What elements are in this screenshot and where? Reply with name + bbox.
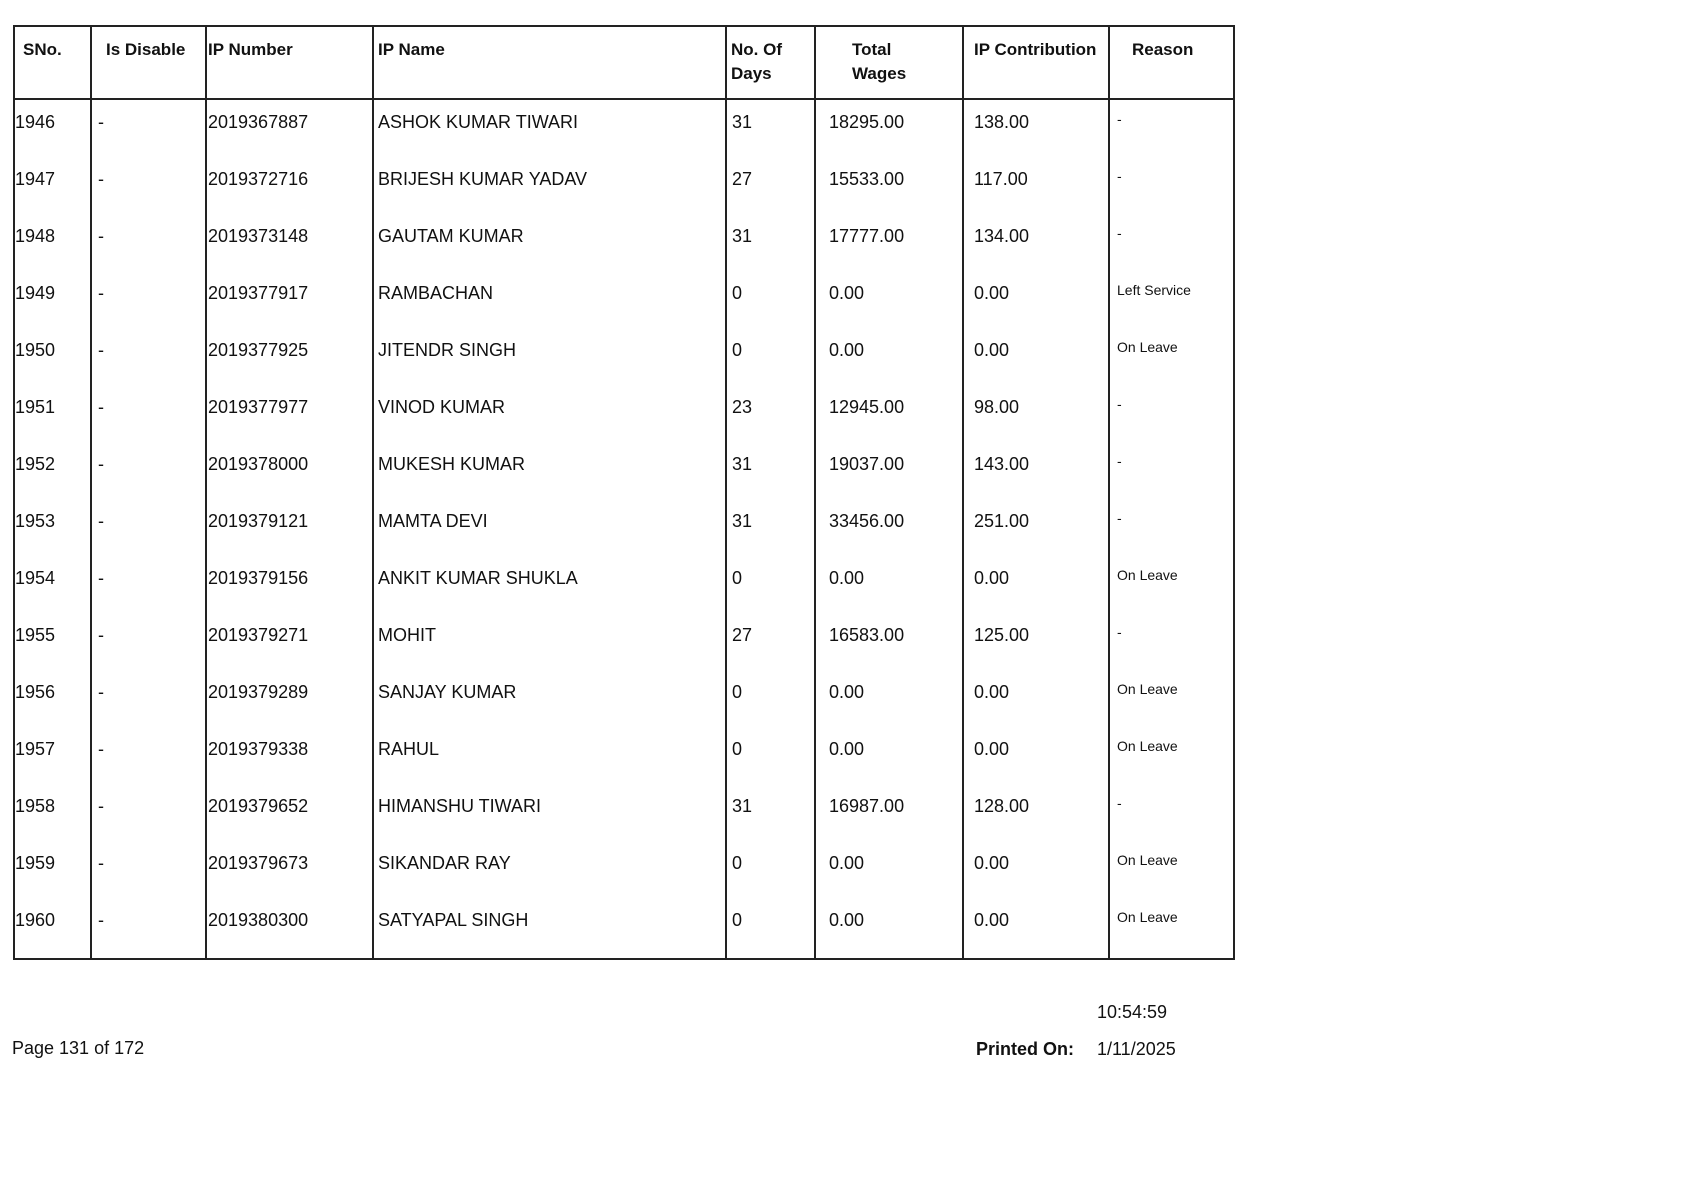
cell-reason: - <box>1109 784 1234 841</box>
cell-ip-name: SIKANDAR RAY <box>373 841 726 898</box>
cell-reason: - <box>1109 613 1234 670</box>
table-row <box>14 727 1234 784</box>
cell-is-disable: - <box>91 442 206 499</box>
cell-is-disable: - <box>91 214 206 271</box>
cell-ip-contribution: 98.00 <box>963 385 1109 442</box>
cell-ip-name: RAHUL <box>373 727 726 784</box>
cell-ip-number: 2019379673 <box>206 841 373 898</box>
cell-sno: 1951 <box>14 385 91 442</box>
table-row <box>14 841 1234 898</box>
cell-ip-name: JITENDR SINGH <box>373 328 726 385</box>
cell-reason: - <box>1109 99 1234 157</box>
cell-total-wages: 0.00 <box>815 841 963 898</box>
cell-ip-contribution: 0.00 <box>963 271 1109 328</box>
header-ip-contribution: IP Contribution <box>963 26 1109 99</box>
printed-date: 1/11/2025 <box>1097 1039 1176 1059</box>
cell-sno: 1957 <box>14 727 91 784</box>
cell-is-disable: - <box>91 328 206 385</box>
cell-reason: - <box>1109 157 1234 214</box>
cell-ip-name: MOHIT <box>373 613 726 670</box>
table-row <box>14 898 1234 959</box>
cell-is-disable: - <box>91 271 206 328</box>
cell-sno: 1960 <box>14 898 91 959</box>
cell-ip-number: 2019379121 <box>206 499 373 556</box>
cell-is-disable: - <box>91 99 206 157</box>
cell-ip-contribution: 0.00 <box>963 898 1109 959</box>
cell-sno: 1959 <box>14 841 91 898</box>
cell-sno: 1949 <box>14 271 91 328</box>
cell-ip-contribution: 0.00 <box>963 727 1109 784</box>
table-row <box>14 499 1234 556</box>
cell-ip-contribution: 128.00 <box>963 784 1109 841</box>
cell-ip-number: 2019380300 <box>206 898 373 959</box>
cell-ip-number: 2019367887 <box>206 99 373 157</box>
cell-reason: On Leave <box>1109 898 1234 959</box>
cell-is-disable: - <box>91 784 206 841</box>
table-row <box>14 442 1234 499</box>
table-row <box>14 99 1234 157</box>
cell-days: 0 <box>726 841 815 898</box>
cell-days: 27 <box>726 613 815 670</box>
cell-days: 0 <box>726 556 815 613</box>
cell-days: 0 <box>726 898 815 959</box>
cell-ip-contribution: 0.00 <box>963 556 1109 613</box>
cell-ip-name: ANKIT KUMAR SHUKLA <box>373 556 726 613</box>
cell-is-disable: - <box>91 841 206 898</box>
cell-days: 27 <box>726 157 815 214</box>
cell-total-wages: 15533.00 <box>815 157 963 214</box>
cell-reason: On Leave <box>1109 670 1234 727</box>
table-row <box>14 556 1234 613</box>
cell-ip-name: GAUTAM KUMAR <box>373 214 726 271</box>
cell-ip-name: MAMTA DEVI <box>373 499 726 556</box>
header-sno: SNo. <box>14 26 91 99</box>
table-row <box>14 214 1234 271</box>
cell-ip-contribution: 0.00 <box>963 670 1109 727</box>
cell-reason: On Leave <box>1109 328 1234 385</box>
printed-time: 10:54:59 <box>1097 1002 1168 1022</box>
contribution-table <box>13 25 1235 960</box>
cell-ip-name: RAMBACHAN <box>373 271 726 328</box>
table-header-row <box>14 26 1234 99</box>
cell-ip-contribution: 125.00 <box>963 613 1109 670</box>
cell-total-wages: 16583.00 <box>815 613 963 670</box>
cell-ip-name: BRIJESH KUMAR YADAV <box>373 157 726 214</box>
cell-days: 31 <box>726 442 815 499</box>
header-ip-number: IP Number <box>206 26 373 99</box>
header-total-wages: Total Wages <box>815 26 963 99</box>
cell-ip-number: 2019379338 <box>206 727 373 784</box>
cell-is-disable: - <box>91 385 206 442</box>
cell-sno: 1947 <box>14 157 91 214</box>
cell-is-disable: - <box>91 556 206 613</box>
cell-days: 31 <box>726 499 815 556</box>
cell-ip-number: 2019373148 <box>206 214 373 271</box>
cell-ip-number: 2019379652 <box>206 784 373 841</box>
cell-ip-name: VINOD KUMAR <box>373 385 726 442</box>
cell-ip-number: 2019379289 <box>206 670 373 727</box>
cell-ip-contribution: 138.00 <box>963 99 1109 157</box>
cell-ip-name: HIMANSHU TIWARI <box>373 784 726 841</box>
cell-is-disable: - <box>91 898 206 959</box>
cell-sno: 1954 <box>14 556 91 613</box>
cell-reason: - <box>1109 442 1234 499</box>
cell-ip-number: 2019377977 <box>206 385 373 442</box>
cell-total-wages: 17777.00 <box>815 214 963 271</box>
cell-reason: - <box>1109 214 1234 271</box>
page-number: Page 131 of 172 <box>12 1038 145 1058</box>
cell-ip-number: 2019379271 <box>206 613 373 670</box>
cell-is-disable: - <box>91 613 206 670</box>
cell-days: 0 <box>726 727 815 784</box>
cell-ip-number: 2019372716 <box>206 157 373 214</box>
table-body <box>14 99 1234 959</box>
cell-total-wages: 33456.00 <box>815 499 963 556</box>
cell-is-disable: - <box>91 157 206 214</box>
header-days: No. Of Days <box>726 26 815 99</box>
cell-total-wages: 16987.00 <box>815 784 963 841</box>
table-row <box>14 385 1234 442</box>
cell-sno: 1948 <box>14 214 91 271</box>
cell-ip-name: ASHOK KUMAR TIWARI <box>373 99 726 157</box>
cell-total-wages: 18295.00 <box>815 99 963 157</box>
printed-on-label: Printed On: <box>976 1039 1074 1059</box>
cell-total-wages: 19037.00 <box>815 442 963 499</box>
cell-ip-name: SATYAPAL SINGH <box>373 898 726 959</box>
cell-total-wages: 0.00 <box>815 271 963 328</box>
cell-ip-number: 2019379156 <box>206 556 373 613</box>
cell-reason: - <box>1109 385 1234 442</box>
cell-days: 31 <box>726 214 815 271</box>
table-row <box>14 328 1234 385</box>
cell-ip-contribution: 251.00 <box>963 499 1109 556</box>
header-is-disable: Is Disable <box>91 26 206 99</box>
cell-total-wages: 0.00 <box>815 328 963 385</box>
cell-days: 0 <box>726 670 815 727</box>
table-row <box>14 784 1234 841</box>
cell-total-wages: 0.00 <box>815 556 963 613</box>
cell-ip-name: SANJAY KUMAR <box>373 670 726 727</box>
cell-days: 0 <box>726 271 815 328</box>
cell-sno: 1952 <box>14 442 91 499</box>
cell-sno: 1955 <box>14 613 91 670</box>
cell-total-wages: 0.00 <box>815 727 963 784</box>
cell-ip-number: 2019377925 <box>206 328 373 385</box>
cell-ip-contribution: 134.00 <box>963 214 1109 271</box>
cell-reason: On Leave <box>1109 727 1234 784</box>
table-row <box>14 613 1234 670</box>
cell-total-wages: 0.00 <box>815 898 963 959</box>
header-reason: Reason <box>1109 26 1234 99</box>
cell-ip-contribution: 0.00 <box>963 328 1109 385</box>
cell-days: 31 <box>726 784 815 841</box>
cell-sno: 1958 <box>14 784 91 841</box>
header-ip-name: IP Name <box>373 26 726 99</box>
cell-reason: On Leave <box>1109 556 1234 613</box>
cell-days: 23 <box>726 385 815 442</box>
cell-total-wages: 0.00 <box>815 670 963 727</box>
cell-ip-number: 2019378000 <box>206 442 373 499</box>
cell-ip-contribution: 117.00 <box>963 157 1109 214</box>
cell-days: 31 <box>726 99 815 157</box>
cell-reason: Left Service <box>1109 271 1234 328</box>
cell-sno: 1953 <box>14 499 91 556</box>
cell-sno: 1956 <box>14 670 91 727</box>
cell-ip-contribution: 0.00 <box>963 841 1109 898</box>
cell-sno: 1946 <box>14 99 91 157</box>
cell-reason: - <box>1109 499 1234 556</box>
cell-ip-contribution: 143.00 <box>963 442 1109 499</box>
cell-ip-name: MUKESH KUMAR <box>373 442 726 499</box>
cell-is-disable: - <box>91 499 206 556</box>
cell-sno: 1950 <box>14 328 91 385</box>
cell-reason: On Leave <box>1109 841 1234 898</box>
cell-is-disable: - <box>91 670 206 727</box>
cell-is-disable: - <box>91 727 206 784</box>
table-row <box>14 670 1234 727</box>
cell-total-wages: 12945.00 <box>815 385 963 442</box>
table-row <box>14 157 1234 214</box>
table-row <box>14 271 1234 328</box>
cell-days: 0 <box>726 328 815 385</box>
cell-ip-number: 2019377917 <box>206 271 373 328</box>
